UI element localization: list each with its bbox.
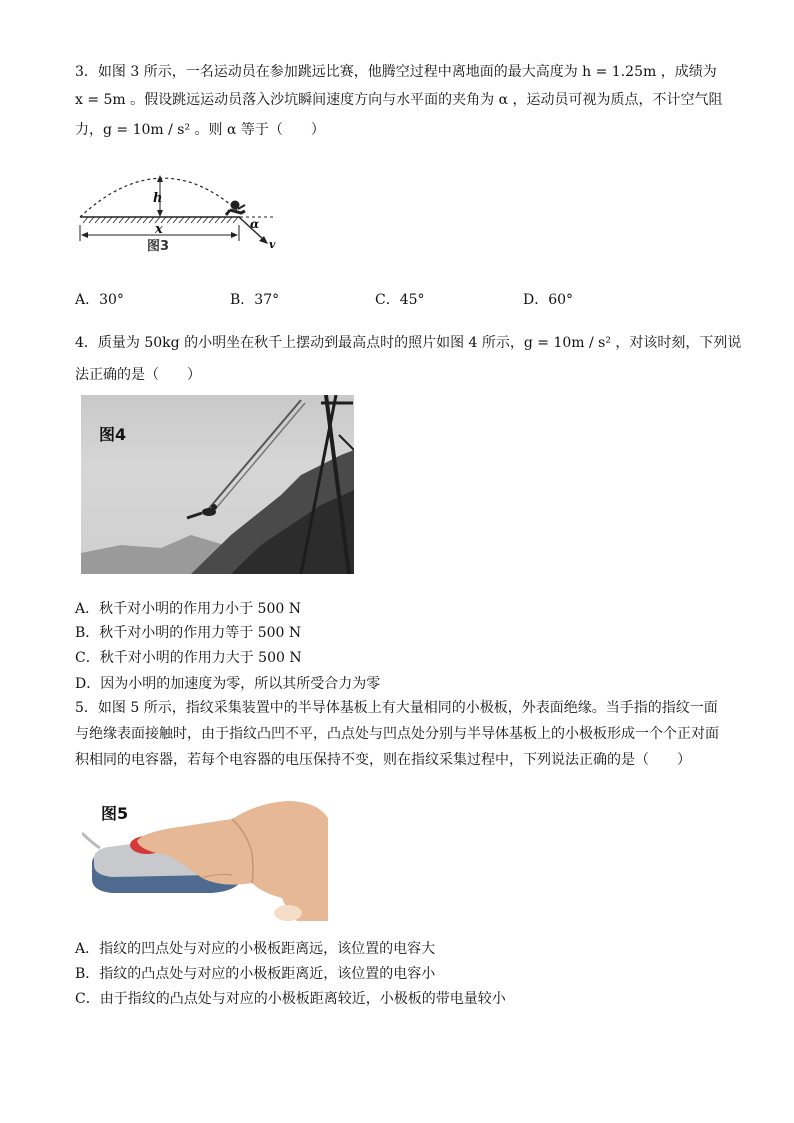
figure-5-label: 图5 xyxy=(101,804,129,823)
q3-option-b: B．37° xyxy=(230,292,280,308)
q4-option-b: B．秋千对小明的作用力等于 500 N xyxy=(75,625,302,641)
q3-text-line3: 力，g = 10m / s² 。则 α 等于（ ） xyxy=(75,122,325,138)
person-on-swing xyxy=(187,504,217,518)
q4-text-line1: 4．质量为 50kg 的小明坐在秋千上摆动到最高点时的照片如图 4 所示，g = 10m / s² ，对该时刻，下列说 xyxy=(75,335,742,351)
q4-option-a: A．秋千对小明的作用力小于 500 N xyxy=(75,601,301,617)
figure-4-label: 图4 xyxy=(99,425,127,444)
q5-option-c: C．由于指纹的凸点处与对应的小极板距离较近，小极板的带电量较小 xyxy=(75,991,506,1007)
label-v: v xyxy=(269,238,276,251)
usb-cable xyxy=(82,833,100,848)
figure-3-label: 图3 xyxy=(147,239,170,254)
figure-4-swing-photo xyxy=(81,395,354,574)
q3-option-d: D．60° xyxy=(523,292,574,308)
q3-text-line2: x = 5m 。假设跳远运动员落入沙坑瞬间速度方向与水平面的夹角为 α ，运动员可视为质点，不计空气阻 xyxy=(75,92,723,108)
figure-5-fingerprint-scanner-photo xyxy=(82,793,330,921)
q3-text-line1: 3．如图 3 所示，一名运动员在参加跳远比赛，他腾空过程中离地面的最大高度为 h = 1.25m ，成绩为 xyxy=(75,64,717,80)
q4-option-c: C．秋千对小明的作用力大于 500 N xyxy=(75,650,302,666)
athlete-icon xyxy=(226,201,245,215)
q4-option-d: D．因为小明的加速度为零，所以其所受合力为零 xyxy=(75,676,381,692)
q5-option-b: B．指纹的凸点处与对应的小极板距离近，该位置的电容小 xyxy=(75,966,436,982)
q3-option-c: C．45° xyxy=(375,292,425,308)
label-h: h xyxy=(153,191,163,206)
q5-text-line1: 5．如图 5 所示，指纹采集装置中的半导体基板上有大量相同的小极板，外表面绝缘。当手指的指纹一面 xyxy=(75,700,718,716)
figure-3-long-jump-diagram xyxy=(75,165,315,260)
q5-text-line2: 与绝缘表面接触时，由于指纹凸凹不平，凸点处与凹点处分别与半导体基板上的小极板形成一个个正对面 xyxy=(75,726,719,742)
q3-option-a: A．30° xyxy=(75,292,124,308)
q4-text-line2: 法正确的是（ ） xyxy=(75,367,201,383)
q5-text-line3: 积相同的电容器，若每个电容器的电压保持不变，则在指纹采集过程中，下列说法正确的是（ ） xyxy=(75,752,691,768)
label-x: x xyxy=(155,222,163,237)
label-alpha: α xyxy=(250,217,260,231)
q5-option-a: A．指纹的凹点处与对应的小极板距离远，该位置的电容大 xyxy=(75,941,436,957)
